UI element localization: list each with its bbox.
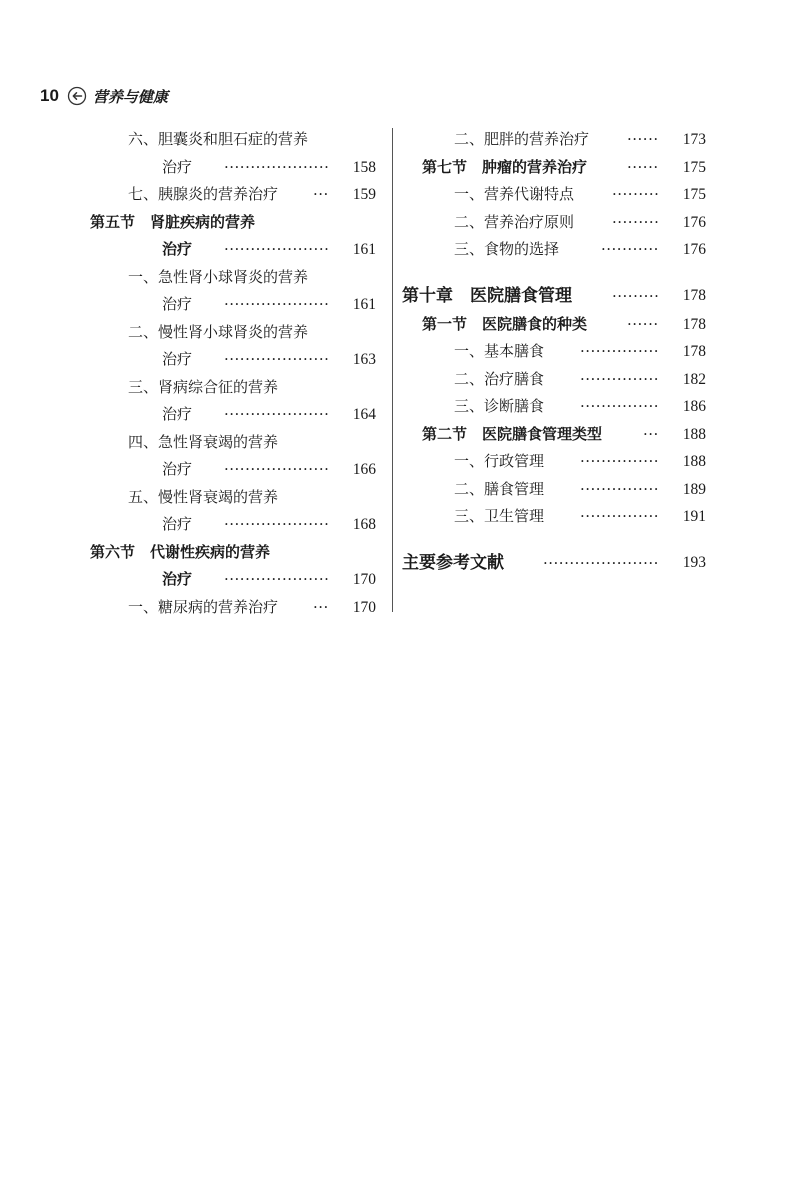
toc-entry-title: 二、肥胖的营养治疗: [454, 130, 590, 148]
toc-leader-dots: ···············: [580, 342, 660, 360]
toc-entry: [90, 511, 376, 539]
toc-section-entry: [402, 421, 706, 449]
toc-page-number: 189: [682, 480, 706, 498]
toc-entry: [90, 291, 376, 319]
toc-page-number: 175: [682, 158, 706, 176]
toc-entry: [90, 319, 376, 347]
toc-leader-dots: ···············: [580, 479, 660, 498]
toc-entry-title: 第六节 代谢性疾病的营养: [90, 542, 271, 561]
toc-leader-dots: ·········: [612, 185, 660, 203]
toc-entry-title: 第十章 医院膳食管理: [402, 285, 572, 306]
toc-chapter-entry: [402, 281, 706, 311]
toc-page-number: 182: [682, 370, 706, 388]
toc-leader-dots: ···············: [580, 452, 660, 470]
toc-page-number: 186: [682, 398, 706, 415]
toc-page-number: 158: [352, 158, 376, 176]
toc-section-entry: [90, 566, 376, 594]
toc-entry-title: 六、胆囊炎和胆石症的营养: [128, 130, 309, 148]
toc-leader-dots: ···············: [580, 507, 660, 525]
toc-leader-dots: ···: [313, 185, 329, 203]
toc-page-number: 178: [682, 315, 706, 333]
toc-entry-title: 第二节 医院膳食管理类型: [422, 424, 603, 443]
toc-leader-dots: ····················: [224, 515, 330, 533]
toc-page-number: 164: [352, 406, 376, 423]
toc-entry-title: 治疗: [162, 405, 193, 423]
toc-entry: [402, 393, 706, 421]
toc-entry: [90, 126, 376, 154]
toc-entry-title: 一、基本膳食: [454, 342, 545, 360]
toc-leader-dots: ···············: [580, 369, 660, 388]
toc-entry-title: 四、急性肾衰竭的营养: [128, 432, 279, 451]
toc-section-entry: [402, 311, 706, 339]
toc-entry-title: 治疗: [162, 350, 193, 368]
toc-page-number: 176: [682, 213, 706, 231]
toc-entry-title: 一、急性肾小球肾炎的营养: [128, 267, 309, 286]
toc-leader-dots: ·········: [612, 286, 660, 305]
toc-leader-dots: ···············: [580, 397, 660, 415]
toc-entry: [402, 181, 706, 209]
toc-entry-title: 二、膳食管理: [454, 479, 545, 498]
toc-entry: [90, 346, 376, 374]
toc-leader-dots: ···········: [601, 240, 659, 258]
toc-entry-title: 五、慢性肾衰竭的营养: [128, 487, 279, 506]
toc-page-number: 193: [682, 553, 706, 571]
toc-page-number: 163: [352, 351, 376, 368]
toc-entry-title: 第一节 医院膳食的种类: [422, 314, 588, 333]
toc-column-left: [90, 126, 376, 621]
toc-entry-title: 三、卫生管理: [454, 507, 545, 525]
toc-entry-title: 第七节 肿瘤的营养治疗: [422, 157, 588, 176]
toc-section-entry: [90, 236, 376, 264]
section-gap: [402, 531, 706, 548]
column-divider: [392, 128, 393, 612]
toc-page-number: 175: [682, 186, 706, 203]
toc-entry: [90, 484, 376, 512]
toc-leader-dots: ······: [627, 157, 659, 176]
toc-entry: [402, 476, 706, 504]
toc-entry: [402, 236, 706, 264]
toc-leader-dots: ···: [313, 597, 329, 616]
toc-leader-dots: ···: [643, 424, 659, 443]
toc-entry-title: 三、诊断膳食: [454, 397, 545, 415]
page-number: 10: [40, 86, 59, 105]
toc-entry: [90, 374, 376, 402]
toc-entry: [90, 401, 376, 429]
toc-page-number: 170: [352, 571, 376, 588]
toc-entry-title: 三、食物的选择: [454, 240, 560, 258]
toc-leader-dots: ······················: [543, 553, 659, 572]
toc-entry-title: 七、胰腺炎的营养治疗: [128, 185, 279, 203]
toc-entry: [90, 181, 376, 209]
running-header: [40, 84, 168, 108]
toc-entry-title: 治疗: [162, 157, 193, 176]
toc-leader-dots: ····················: [224, 240, 330, 258]
toc-entry-title: 一、行政管理: [454, 452, 545, 470]
toc-leader-dots: ·········: [612, 212, 660, 231]
toc-entry: [90, 456, 376, 484]
toc-entry: [90, 264, 376, 292]
toc-page-number: 166: [352, 461, 376, 478]
toc-entry-title: 第五节 肾脏疾病的营养: [90, 212, 256, 231]
toc-page-number: 188: [682, 425, 706, 443]
toc-entry: [402, 503, 706, 531]
toc-entry-title: 治疗: [162, 570, 193, 588]
toc-leader-dots: ······: [627, 314, 659, 333]
toc-leader-dots: ····················: [224, 570, 330, 588]
toc-page-number: 161: [352, 241, 376, 258]
toc-entry-title: 二、慢性肾小球肾炎的营养: [128, 322, 309, 341]
toc-entry-title: 二、营养治疗原则: [454, 212, 575, 231]
toc-entry-title: 治疗: [162, 460, 193, 478]
toc-leader-dots: ····················: [224, 460, 330, 478]
toc-entry: [402, 448, 706, 476]
toc-entry: [90, 154, 376, 182]
toc-page-number: 178: [682, 343, 706, 360]
section-gap: [402, 264, 706, 281]
back-arrow-icon: [67, 86, 87, 106]
toc-entry: [402, 366, 706, 394]
toc-column-right: [402, 126, 706, 578]
toc-page-number: 168: [352, 516, 376, 533]
toc-entry-title: 一、糖尿病的营养治疗: [128, 597, 279, 616]
book-title: 营养与健康: [92, 87, 168, 106]
toc-leader-dots: ····················: [224, 157, 330, 176]
toc-page-number: 161: [352, 296, 376, 313]
toc-page-number: 178: [682, 286, 706, 304]
toc-section-entry: [90, 539, 376, 567]
toc-leader-dots: ····················: [224, 405, 330, 423]
toc-entry: [90, 429, 376, 457]
toc-page-number: 170: [352, 598, 376, 616]
toc-entry: [402, 126, 706, 154]
toc-page-number: 191: [682, 508, 706, 525]
toc-section-entry: [90, 209, 376, 237]
toc-page-number: 159: [352, 186, 376, 203]
toc-entry-title: 三、肾病综合征的营养: [128, 377, 279, 396]
toc-entry-title: 二、治疗膳食: [454, 369, 545, 388]
toc-page-number: 188: [682, 453, 706, 470]
toc-leader-dots: ······: [627, 130, 659, 148]
toc-entry: [402, 209, 706, 237]
toc-entry-title: 治疗: [162, 240, 193, 258]
toc-leader-dots: ····················: [224, 295, 330, 313]
toc-page-number: 176: [682, 241, 706, 258]
toc-entry-title: 主要参考文献: [402, 552, 504, 573]
toc-entry: [402, 338, 706, 366]
toc-entry-title: 治疗: [162, 515, 193, 533]
toc-section-entry: [402, 154, 706, 182]
toc-entry: [90, 594, 376, 622]
toc-chapter-entry: [402, 548, 706, 578]
toc-entry-title: 一、营养代谢特点: [454, 185, 575, 203]
toc-page-number: 173: [682, 131, 706, 148]
toc-leader-dots: ····················: [224, 350, 330, 368]
toc-entry-title: 治疗: [162, 295, 193, 313]
